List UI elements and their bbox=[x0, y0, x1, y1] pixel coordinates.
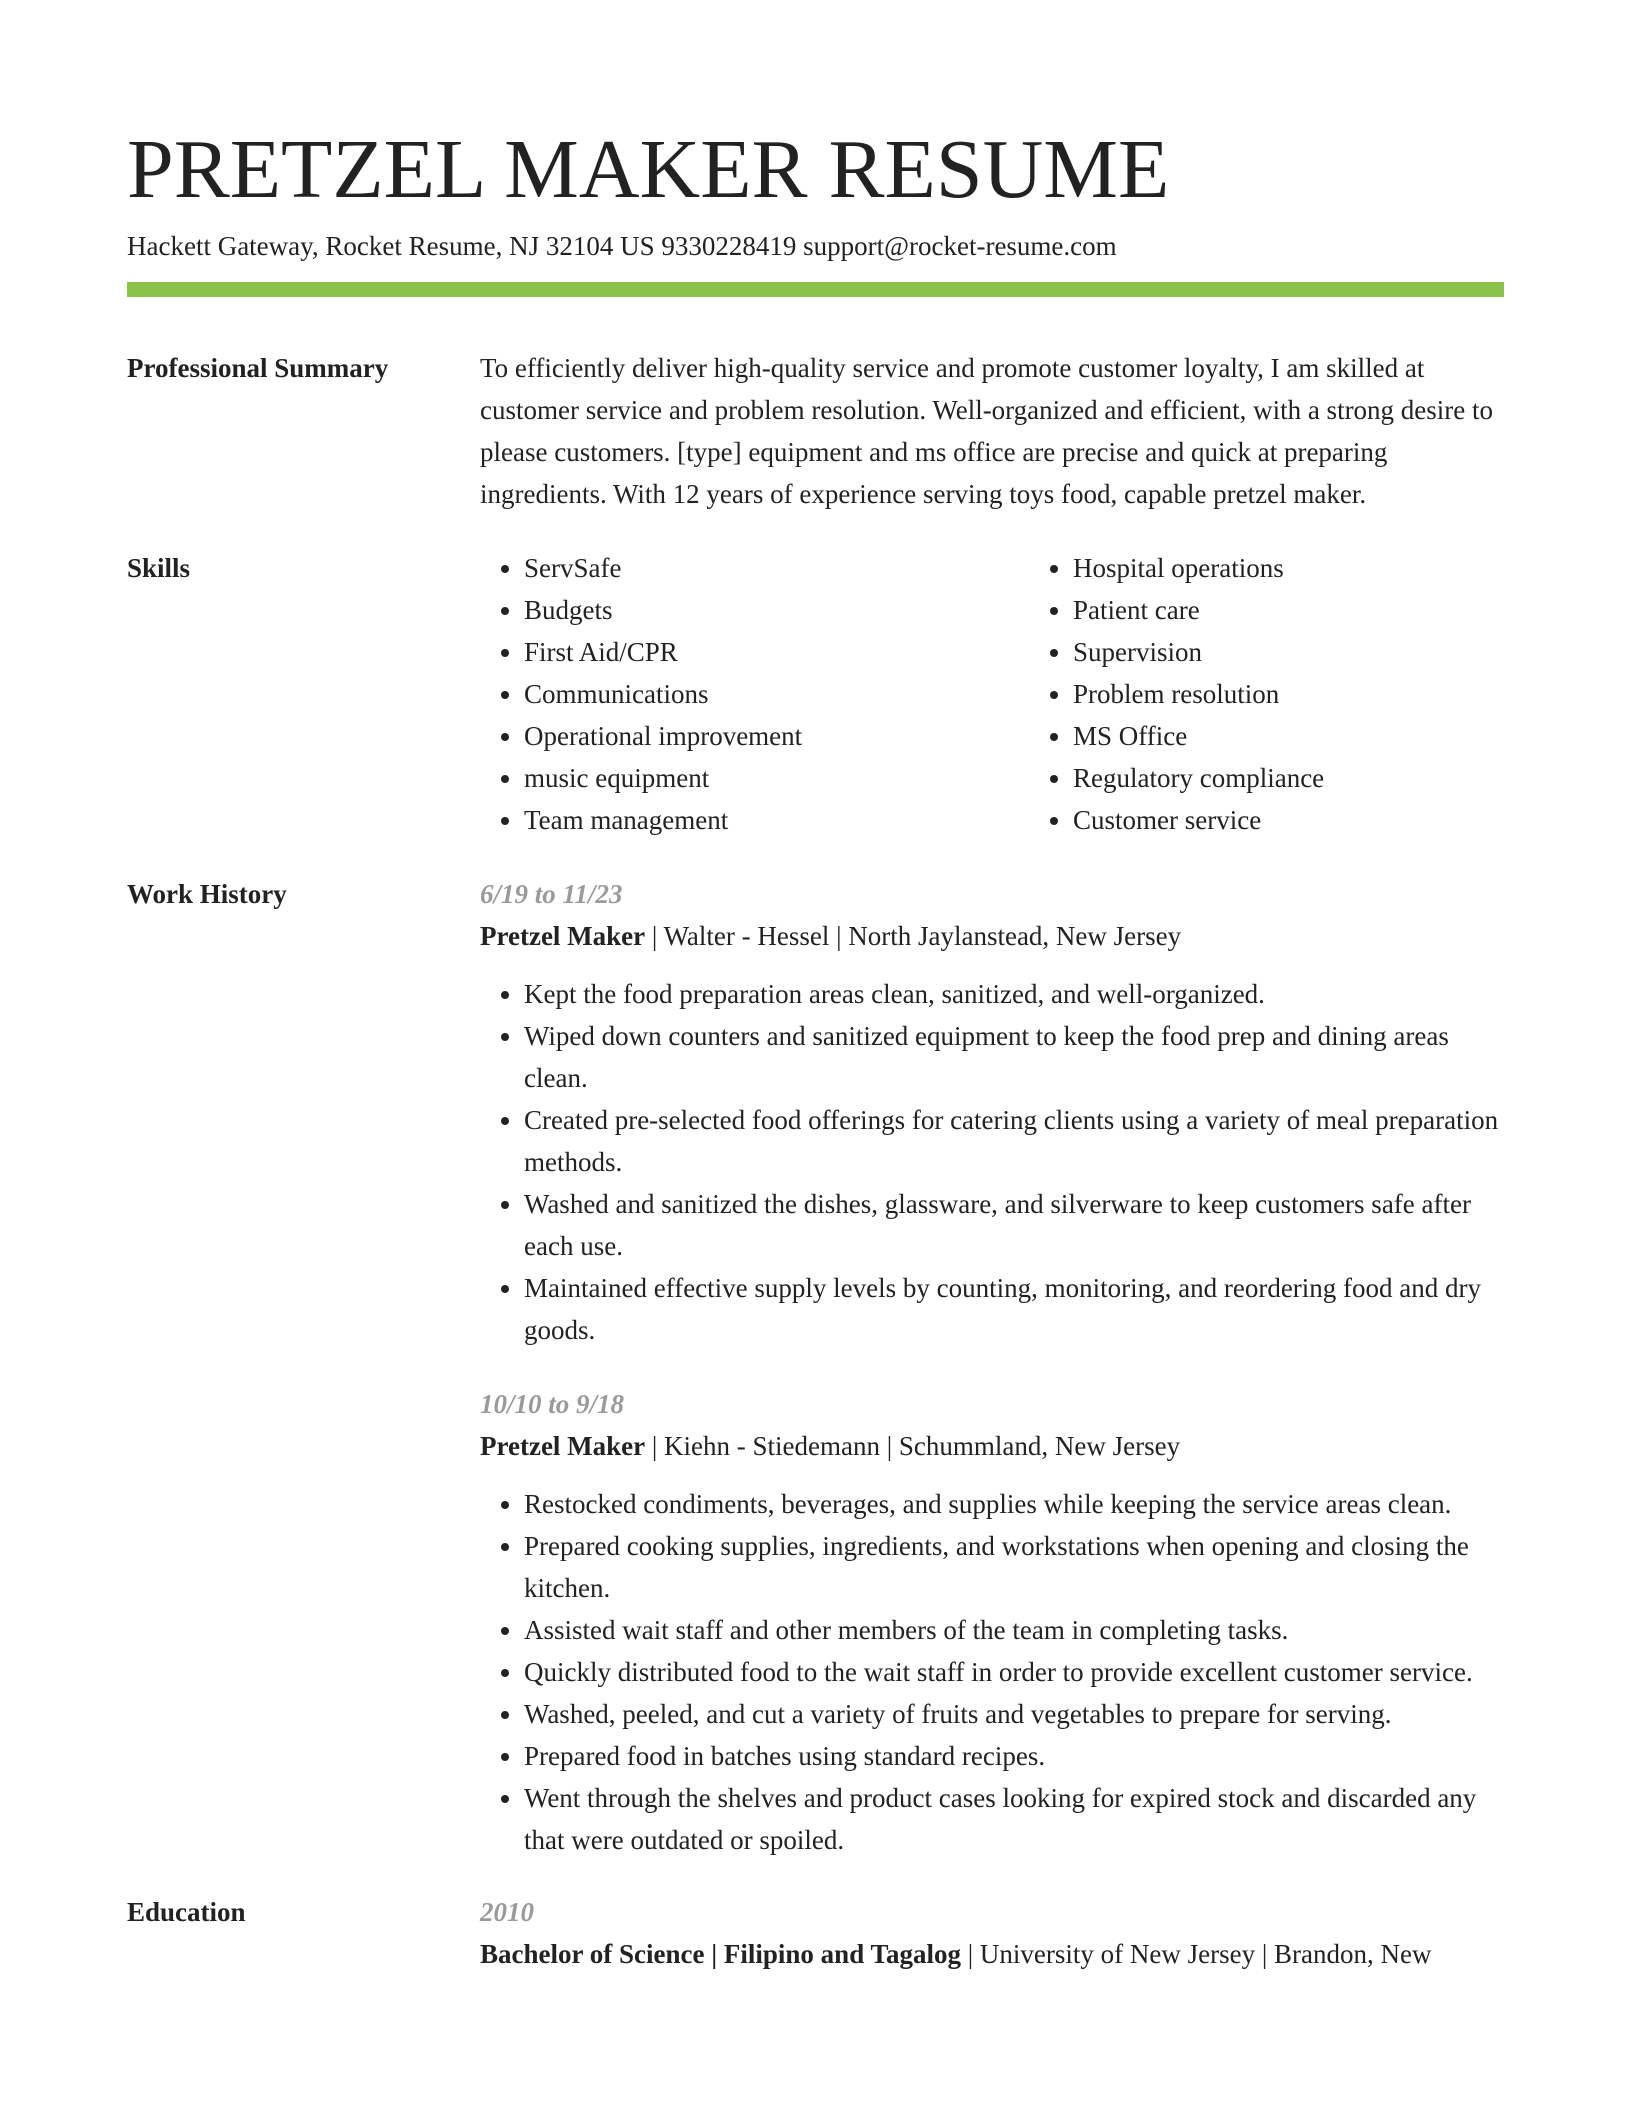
job-duty: • Washed, peeled, and cut a variety of fruits and vegetables to prepare for serving. bbox=[524, 1693, 1504, 1735]
section-label: Education bbox=[127, 1897, 246, 1927]
education-year: 2010 bbox=[480, 1897, 534, 1927]
skills-grid bbox=[480, 547, 1578, 841]
job-duty: • Kept the food preparation areas clean, sanitized, and well-organized. bbox=[524, 973, 1504, 1015]
job-entry bbox=[480, 1383, 1504, 1861]
skills-list-right bbox=[1029, 547, 1578, 841]
accent-divider bbox=[127, 282, 1504, 297]
skill-item: • Communications bbox=[524, 673, 1029, 715]
jobs-list bbox=[480, 873, 1504, 1861]
contact-info: Hackett Gateway, Rocket Resume, NJ 32104 US 9330228419 support@rocket-resume.com bbox=[127, 231, 1117, 261]
skill-item: • First Aid/CPR bbox=[524, 631, 1029, 673]
skill-item: • Patient care bbox=[1073, 589, 1578, 631]
education-details: | University of New Jersey | Brandon, New bbox=[961, 1939, 1432, 1969]
job-duty: • Restocked condiments, beverages, and supplies while keeping the service areas clean. bbox=[524, 1483, 1504, 1525]
skill-item: • Operational improvement bbox=[524, 715, 1029, 757]
job-duties-list bbox=[480, 1483, 1504, 1861]
job-duties-list bbox=[480, 973, 1504, 1351]
job-duty: • Created pre-selected food offerings for catering clients using a variety of meal preparation methods. bbox=[524, 1099, 1504, 1183]
job-duty: • Assisted wait staff and other members of the team in completing tasks. bbox=[524, 1609, 1504, 1651]
section-education bbox=[127, 1891, 1504, 1975]
job-line bbox=[480, 1425, 1504, 1467]
section-professional-summary bbox=[127, 347, 1504, 515]
job-details: | Kiehn - Stiedemann | Schummland, New Jersey bbox=[645, 1431, 1181, 1461]
skills-list-left bbox=[480, 547, 1029, 841]
skill-item: • music equipment bbox=[524, 757, 1029, 799]
job-duty: • Maintained effective supply levels by counting, monitoring, and reordering food and dry goods. bbox=[524, 1267, 1504, 1351]
resume-page bbox=[127, 120, 1504, 1975]
job-duty: • Washed and sanitized the dishes, glassware, and silverware to keep customers safe after each use. bbox=[524, 1183, 1504, 1267]
skill-item: • Customer service bbox=[1073, 799, 1578, 841]
skill-item: • Regulatory compliance bbox=[1073, 757, 1578, 799]
skill-item: • ServSafe bbox=[524, 547, 1029, 589]
job-title: Pretzel Maker bbox=[480, 921, 646, 951]
job-dates: 10/10 to 9/18 bbox=[480, 1389, 625, 1419]
job-line bbox=[480, 915, 1504, 957]
job-entry bbox=[480, 873, 1504, 1351]
job-duty: • Wiped down counters and sanitized equipment to keep the food prep and dining areas clean. bbox=[524, 1015, 1504, 1099]
job-dates: 6/19 to 11/23 bbox=[480, 879, 623, 909]
job-duty: • Went through the shelves and product cases looking for expired stock and discarded any that were outdated or spoiled. bbox=[524, 1777, 1504, 1861]
job-duty: • Prepared cooking supplies, ingredients, and workstations when opening and closing the kitchen. bbox=[524, 1525, 1504, 1609]
resume-title: PRETZEL MAKER RESUME bbox=[127, 123, 1170, 216]
education-line bbox=[480, 1933, 1504, 1975]
education-degree: Bachelor of Science | Filipino and Tagalog bbox=[480, 1939, 962, 1969]
section-work-history bbox=[127, 873, 1504, 1861]
skill-item: • Budgets bbox=[524, 589, 1029, 631]
skill-item: • Hospital operations bbox=[1073, 547, 1578, 589]
skill-item: • MS Office bbox=[1073, 715, 1578, 757]
section-skills bbox=[127, 547, 1504, 841]
job-title: Pretzel Maker bbox=[480, 1431, 646, 1461]
skill-item: • Supervision bbox=[1073, 631, 1578, 673]
skill-item: • Team management bbox=[524, 799, 1029, 841]
section-label: Skills bbox=[127, 553, 191, 583]
job-duty: • Quickly distributed food to the wait staff in order to provide excellent customer service. bbox=[524, 1651, 1504, 1693]
section-label: Work History bbox=[127, 879, 287, 909]
job-details: | Walter - Hessel | North Jaylanstead, New Jersey bbox=[645, 921, 1182, 951]
skill-item: • Problem resolution bbox=[1073, 673, 1578, 715]
section-label: Professional Summary bbox=[127, 353, 389, 383]
summary-text: To efficiently deliver high-quality service and promote customer loyalty, I am skilled at customer service and problem resolution. Well-organized and efficient, with a strong desire to please customers. [type] equipment and ms office are precise and quick at preparing ingredients. With 12 years of experience serving toys food, capable pretzel maker. bbox=[480, 353, 1494, 509]
education-entry bbox=[480, 1891, 1504, 1975]
job-duty: • Prepared food in batches using standard recipes. bbox=[524, 1735, 1504, 1777]
